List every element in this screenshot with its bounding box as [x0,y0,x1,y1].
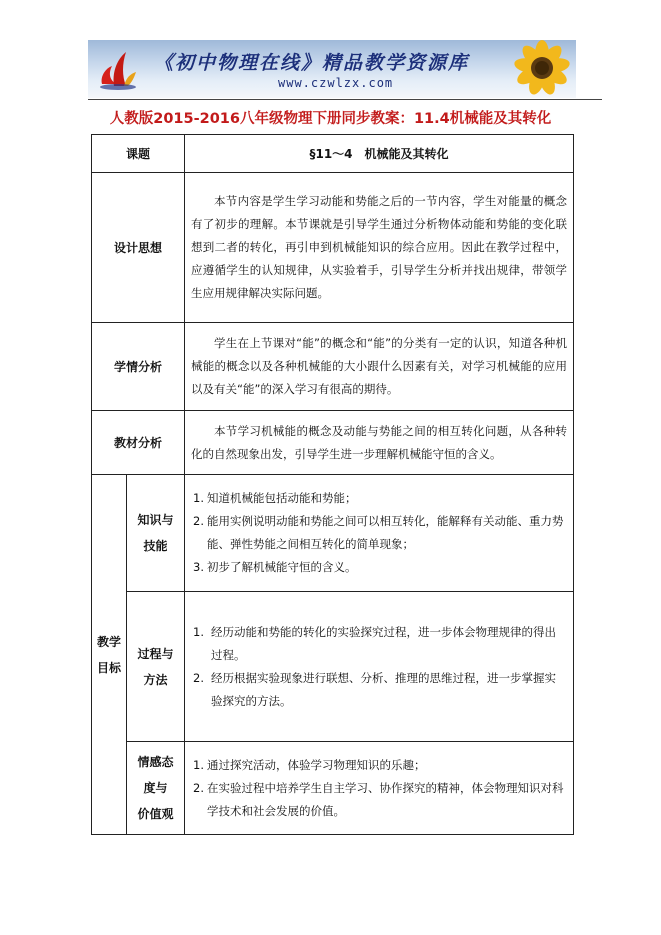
list-item [193,777,565,823]
lesson-plan-table [91,134,574,835]
list-item [193,621,565,667]
topic-value: §11～4 机械能及其转化 [185,135,574,173]
table-row [92,135,574,173]
material-text: 本节学习机械能的概念及动能与势能之间的相互转化问题，从各种转化的自然现象出发，引导学生进一步理解机械能守恒的含义。 [185,411,574,475]
list-item [193,754,565,777]
process-label-line: 过程与 [137,646,174,661]
header-banner [88,40,576,98]
attitude-label-line: 价值观 [137,807,174,821]
document-heading: 人教版2015-2016八年级物理下册同步教案：11.4机械能及其转化 [109,111,552,127]
knowledge-list [185,479,573,587]
item-text: 初步了解机械能守恒的含义。 [207,560,357,574]
banner-title: 《初中物理在线》精品教学资源库 [154,52,470,74]
item-text: 通过探究活动，体验学习物理知识的乐趣； [207,757,426,772]
goals-label-line: 教学 [96,634,121,649]
goals-label-line: 目标 [96,660,121,675]
sunflower-icon [492,40,572,98]
table-row [92,592,574,742]
attitude-list [185,746,573,831]
table-row [92,742,574,835]
goals-label [92,475,127,835]
students-text: 学生在上节课对“能”的概念和“能”的分类有一定的认识，知道各种机械能的概念以及各种机械能的大小跟什么因素有关，对学习机械能的应用以及有关“能”的深入学习有很高的期待。 [185,323,574,411]
item-text: 在实验过程中培养学生自主学习、协作探究的精神，体会物理知识对科学技术和社会发展的价值。 [207,780,564,818]
item-number: 2. [193,670,204,685]
knowledge-label-line: 知识与 [137,513,174,527]
attitude-label [127,742,185,835]
students-label: 学情分析 [92,323,185,411]
table-row [92,475,574,592]
design-label: 设计思想 [92,173,185,323]
attitude-label-line: 度与 [143,781,168,795]
process-list [185,613,573,721]
knowledge-label-line: 技能 [143,539,168,553]
item-number: 1. [193,624,204,639]
item-text: 能用实例说明动能和势能之间可以相互转化，能解释有关动能、重力势能、弹性势能之间相互转化的简单现象； [207,514,564,551]
process-cell [185,592,574,742]
item-number: 3. [193,560,204,574]
table-row [92,173,574,323]
banner-divider [88,99,602,100]
item-text: 经历动能和势能的转化的实验探究过程，进一步体会物理规律的得出过程。 [211,624,557,662]
list-item [193,667,565,713]
design-text: 本节内容是学生学习动能和势能之后的一节内容，学生对能量的概念有了初步的理解。本节课就是引导学生通过分析物体动能和势能的变化联想到二者的转化，再引申到机械能知识的综合应用。因此在教学过程中，应遵循学生的认知规律，从实验着手，引导学生分析并找出规律，带领学生应用规律解决实际问题。 [185,173,574,323]
material-label: 教材分析 [92,411,185,475]
list-item [193,556,565,579]
item-number: 1. [193,491,204,505]
item-number: 2. [193,780,204,795]
site-logo-icon [96,46,140,92]
attitude-label-line: 情感态 [137,755,174,769]
knowledge-label [127,475,185,592]
banner-url: www.czwlzx.com [278,76,394,90]
topic-label: 课题 [92,135,185,173]
table-row [92,323,574,411]
process-label-line: 方法 [143,672,168,687]
item-text: 经历根据实验现象进行联想、分析、推理的思维过程，进一步掌握实验探究的方法。 [211,670,557,708]
list-item [193,487,565,510]
item-number: 1. [193,757,204,772]
list-item [193,510,565,556]
table-row [92,411,574,475]
process-label [127,592,185,742]
item-number: 2. [193,514,204,528]
knowledge-cell [185,475,574,592]
item-text: 知道机械能包括动能和势能； [207,491,357,505]
attitude-cell [185,742,574,835]
